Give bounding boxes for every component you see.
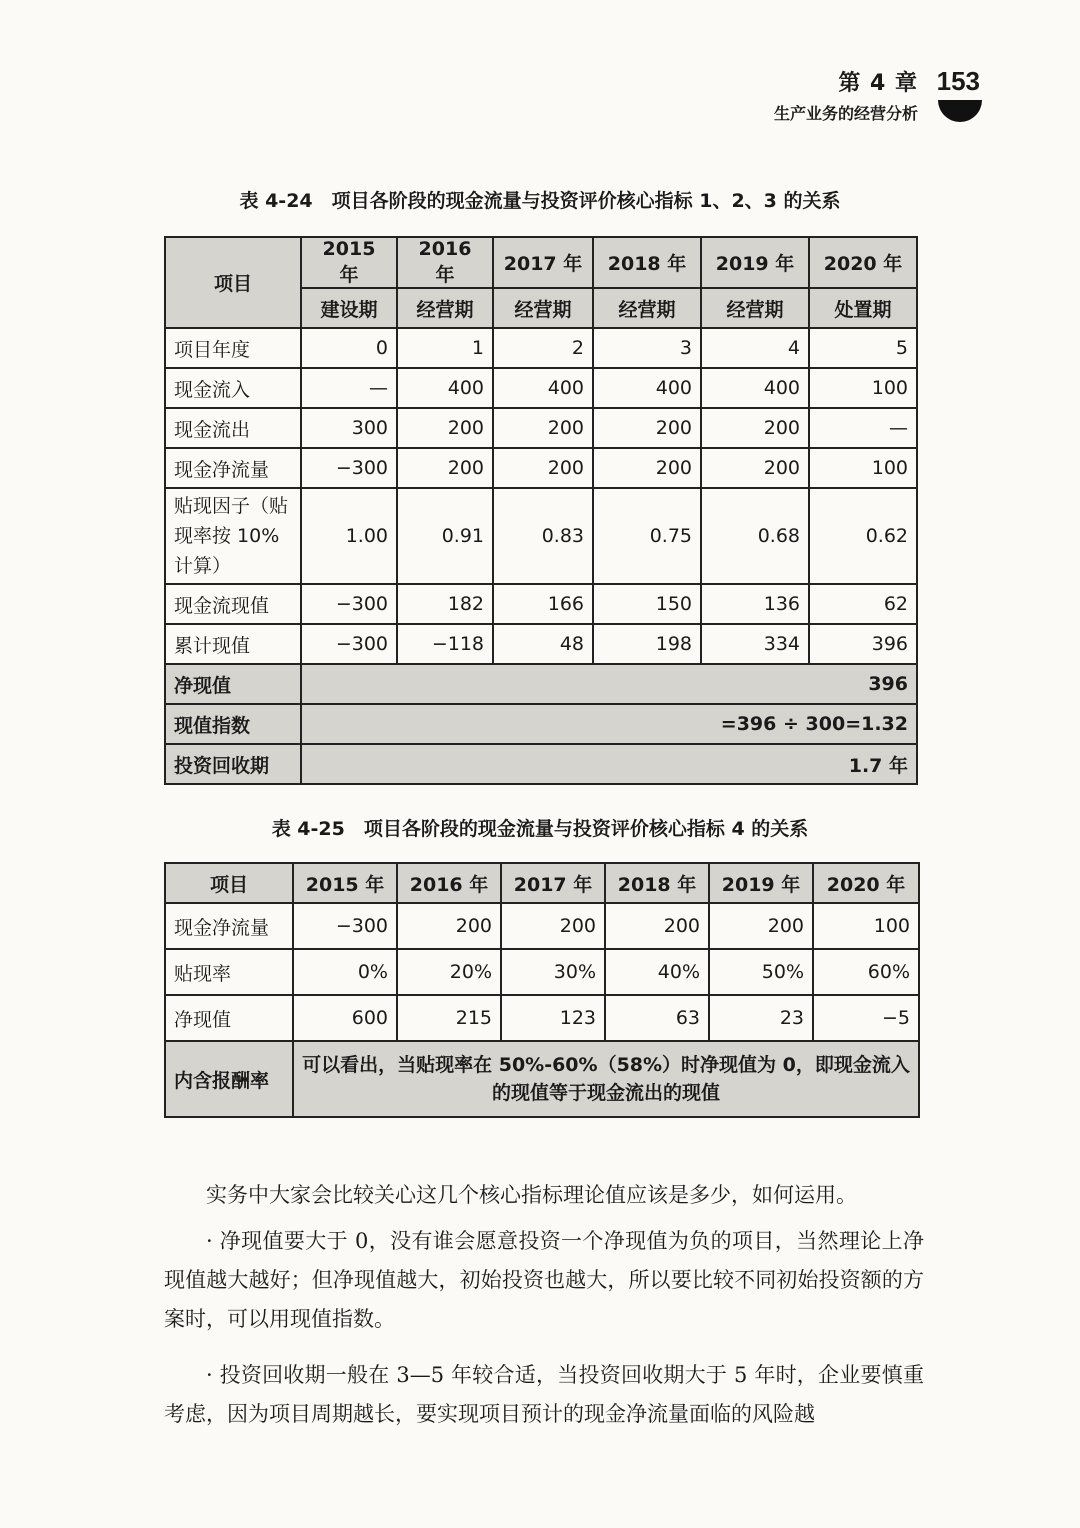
table-row (165, 584, 917, 624)
table-cell: −300 (301, 448, 397, 488)
table-row (165, 448, 917, 488)
table-cell: −300 (293, 903, 397, 949)
table1-year: 2020 年 (809, 237, 917, 288)
table1-summary-label: 净现值 (165, 664, 301, 704)
table-cell: 300 (301, 408, 397, 448)
table-row (165, 368, 917, 408)
table-cell: 1.00 (301, 488, 397, 584)
table1-year: 2019 年 (701, 237, 809, 288)
table-row (165, 995, 919, 1041)
table-cell: 0.83 (493, 488, 593, 584)
table1-year: 2015 年 (301, 237, 397, 288)
page-badge-icon (938, 100, 982, 122)
table1-summary-value: =396 ÷ 300=1.32 (301, 704, 917, 744)
row-label: 贴现因子（贴现率按 10%计算） (165, 488, 301, 584)
table-cell: 200 (605, 903, 709, 949)
table-cell: 23 (709, 995, 813, 1041)
row-label: 现金净流量 (165, 448, 301, 488)
table2-year: 2020 年 (813, 863, 919, 903)
table-row (165, 949, 919, 995)
table1-year: 2018 年 (593, 237, 701, 288)
table-cell: 20% (397, 949, 501, 995)
chapter-label: 第 4 章 (838, 71, 918, 96)
table2-caption: 表 4-25 项目各阶段的现金流量与投资评价核心指标 4 的关系 (271, 818, 809, 840)
body-paragraph: · 净现值要大于 0，没有谁会愿意投资一个净现值为负的项目，当然理论上净现值越大越好；但净现值越大，初始投资也越大，所以要比较不同初始投资额的方案时，可以用现值指数。 (164, 1229, 924, 1331)
table-cell: −300 (301, 624, 397, 664)
table-cell: 60% (813, 949, 919, 995)
table-cell: 200 (709, 903, 813, 949)
table-cell: 0.75 (593, 488, 701, 584)
table1-phase: 建设期 (301, 288, 397, 328)
table2-year: 2019 年 (709, 863, 813, 903)
table-4-25 (164, 862, 920, 1118)
table2-corner: 项目 (165, 863, 293, 903)
table-cell: 50% (709, 949, 813, 995)
table-cell: 136 (701, 584, 809, 624)
table-cell: 396 (809, 624, 917, 664)
row-label: 现金流出 (165, 408, 301, 448)
table-row (165, 488, 917, 584)
table-cell: 48 (493, 624, 593, 664)
table1-summary-label: 现值指数 (165, 704, 301, 744)
table-cell: — (809, 408, 917, 448)
table-cell: 100 (809, 368, 917, 408)
table-cell: 0.68 (701, 488, 809, 584)
table-cell: 150 (593, 584, 701, 624)
table1-phase: 经营期 (701, 288, 809, 328)
table-cell: 0.91 (397, 488, 493, 584)
table2-year: 2015 年 (293, 863, 397, 903)
table1-summary-value: 1.7 年 (301, 744, 917, 784)
row-label: 现金净流量 (165, 903, 293, 949)
table-cell: 200 (593, 448, 701, 488)
table1-caption: 表 4-24 项目各阶段的现金流量与投资评价核心指标 1、2、3 的关系 (239, 190, 841, 212)
table-cell: 600 (293, 995, 397, 1041)
table-cell: 2 (493, 328, 593, 368)
table-cell: 166 (493, 584, 593, 624)
table-cell: 5 (809, 328, 917, 368)
table-row (165, 624, 917, 664)
table1-phase: 经营期 (593, 288, 701, 328)
table1-summary-value: 396 (301, 664, 917, 704)
body-paragraph: · 投资回收期一般在 3—5 年较合适，当投资回收期大于 5 年时，企业要慎重考虑，因为项目周期越长，要实现项目预计的现金净流量面临的风险越 (164, 1363, 924, 1426)
table-cell: — (301, 368, 397, 408)
table-cell: 400 (701, 368, 809, 408)
table-cell: 62 (809, 584, 917, 624)
table-cell: 40% (605, 949, 709, 995)
row-label: 现金流入 (165, 368, 301, 408)
table2-body (165, 903, 919, 1041)
table-cell: 200 (701, 408, 809, 448)
table-cell: −118 (397, 624, 493, 664)
table-cell: 4 (701, 328, 809, 368)
table-cell: 182 (397, 584, 493, 624)
table-cell: 200 (397, 448, 493, 488)
table-cell: −5 (813, 995, 919, 1041)
table-cell: 1 (397, 328, 493, 368)
table-cell: 100 (813, 903, 919, 949)
table-cell: 200 (701, 448, 809, 488)
table2-year: 2017 年 (501, 863, 605, 903)
table-cell: 0 (301, 328, 397, 368)
table-row (165, 328, 917, 368)
table-cell: 200 (397, 903, 501, 949)
table1-summary-label: 投资回收期 (165, 744, 301, 784)
table2-year: 2016 年 (397, 863, 501, 903)
table-cell: 200 (493, 448, 593, 488)
body-paragraph: 实务中大家会比较关心这几个核心指标理论值应该是多少，如何运用。 (206, 1183, 857, 1207)
table-cell: 198 (593, 624, 701, 664)
row-label: 净现值 (165, 995, 293, 1041)
table-cell: 0% (293, 949, 397, 995)
table1-corner: 项目 (165, 237, 301, 328)
table2-irr-text: 可以看出，当贴现率在 50%-60%（58%）时净现值为 0，即现金流入的现值等于现金流出的现值 (293, 1041, 919, 1117)
table1-phase: 经营期 (493, 288, 593, 328)
table-row (165, 408, 917, 448)
table1-phase: 经营期 (397, 288, 493, 328)
table1-phase: 处置期 (809, 288, 917, 328)
table-cell: 63 (605, 995, 709, 1041)
row-label: 现金流现值 (165, 584, 301, 624)
row-label: 贴现率 (165, 949, 293, 995)
table-cell: 400 (397, 368, 493, 408)
table-cell: 200 (501, 903, 605, 949)
table-cell: 200 (593, 408, 701, 448)
table-cell: 30% (501, 949, 605, 995)
page-number: 153 (936, 66, 980, 96)
table-cell: 400 (593, 368, 701, 408)
table-cell: 123 (501, 995, 605, 1041)
table-cell: 3 (593, 328, 701, 368)
table-cell: 200 (493, 408, 593, 448)
row-label: 累计现值 (165, 624, 301, 664)
table1-year: 2017 年 (493, 237, 593, 288)
table-cell: 400 (493, 368, 593, 408)
table1-body (165, 328, 917, 664)
table-cell: 200 (397, 408, 493, 448)
table1-year: 2016 年 (397, 237, 493, 288)
chapter-subtitle: 生产业务的经营分析 (773, 104, 918, 123)
row-label: 项目年度 (165, 328, 301, 368)
table2-year: 2018 年 (605, 863, 709, 903)
table-row (165, 903, 919, 949)
table-cell: 100 (809, 448, 917, 488)
table-4-24 (164, 236, 918, 785)
table2-irr-label: 内含报酬率 (165, 1041, 293, 1117)
table-cell: 215 (397, 995, 501, 1041)
table-cell: 0.62 (809, 488, 917, 584)
table-cell: 334 (701, 624, 809, 664)
table-cell: −300 (301, 584, 397, 624)
running-header (774, 66, 918, 124)
